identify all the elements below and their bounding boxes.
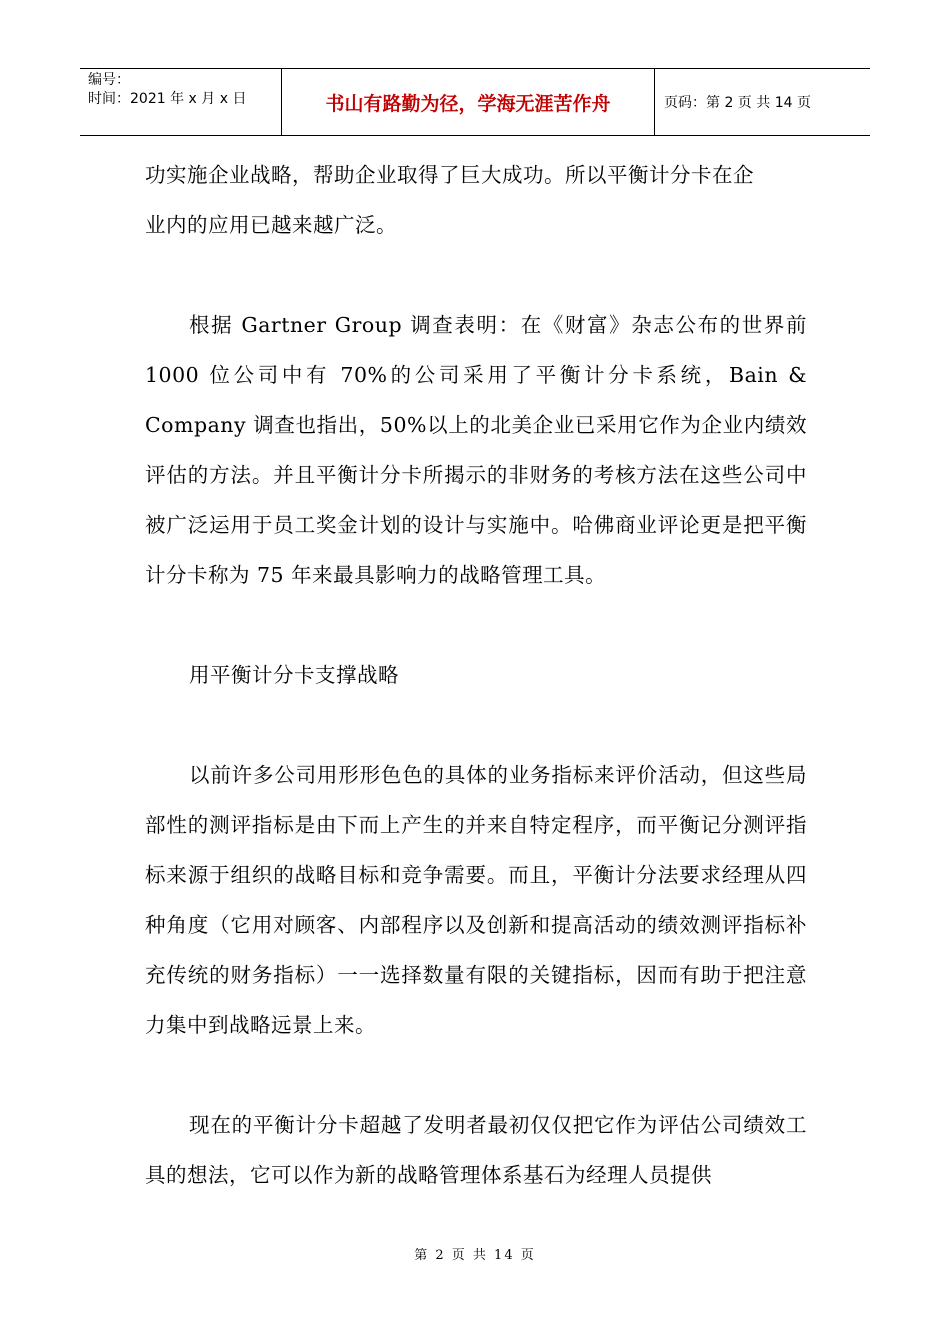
paragraph-continued [145,150,807,250]
paragraph-metrics: 以前许多公司用形形色色的具体的业务指标来评价活动，但这些局部性的测评指标是由下而上产生的并来自特定程序，而平衡记分测评指标来源于组织的战略目标和竞争需要。而且，平衡计分法要求经理从四种角度（它用对顾客、内部程序以及创新和提高活动的绩效测评指标补充传统的财务指标）一一选择数量有限的关键指标，因而有助于把注意力集中到战略远景上来。 [145,763,807,1037]
paragraph-current-bsc: 现在的平衡计分卡超越了发明者最初仅仅把它作为评估公司绩效工具的想法，它可以作为新的战略管理体系基石为经理人员提供 [145,1113,807,1187]
document-number-label: 编号： [88,72,130,88]
document-time-label: 时间：2021 年 x 月 x 日 [88,91,247,107]
paragraph-line: 业内的应用已越来越广泛。 [145,213,397,237]
header-divider-right [654,69,655,135]
paragraph-gartner-survey: 根据 Gartner Group 调查表明：在《财富》杂志公布的世界前 1000 位公司中有 70%的公司采用了平衡计分卡系统，Bain & Company 调查也指出，50%以上的北美企业已采用它作为企业内绩效评估的方法。并且平衡计分卡所揭示的非财务的考核方法在这些公司中被广泛运用于员工奖金计划的设计与实施中。哈佛商业评论更是把平衡计分卡称为 75 年来最具影响力的战略管理工具。 [145,313,807,587]
page-footer: 第 2 页 共 14 页 [414,1248,536,1263]
header-motto: 书山有路勤为径，学海无涯苦作舟 [325,92,611,115]
header-meta [88,71,246,109]
paragraph-line: 功实施企业战略，帮助企业取得了巨大成功。所以平衡计分卡在企 [145,163,754,187]
document-body [145,150,807,1200]
document-header [80,68,870,136]
header-page-info: 页码：第 2 页 共 14 页 [664,95,811,111]
section-heading: 用平衡计分卡支撑战略 [189,663,399,687]
